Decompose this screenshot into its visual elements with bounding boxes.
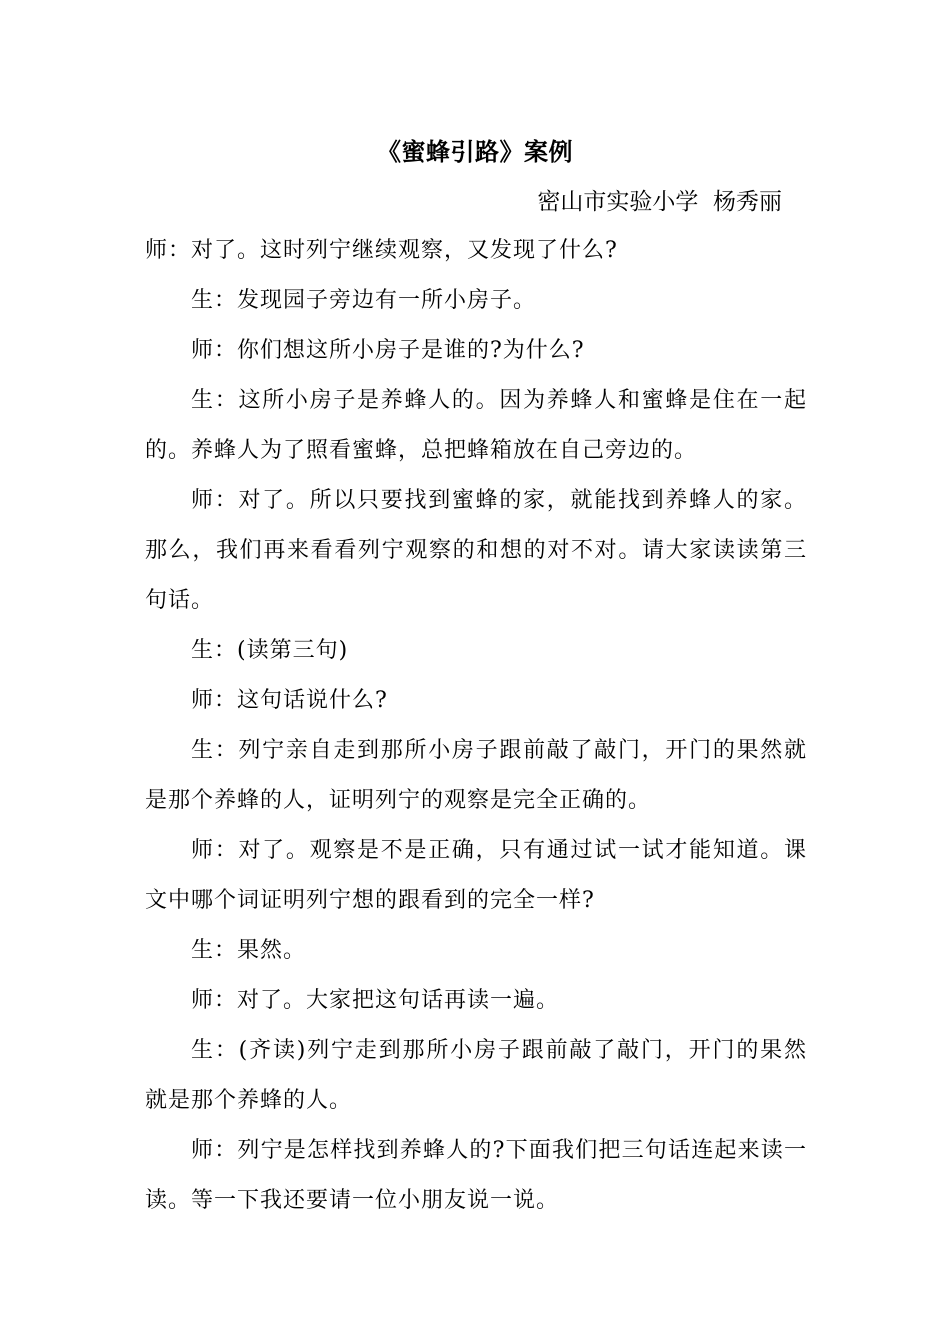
- paragraph: 生：发现园子旁边有一所小房子。: [191, 288, 537, 313]
- paragraph: 生：果然。: [191, 938, 307, 963]
- paragraph: 生：列宁亲自走到那所小房子跟前敲了敲门，开门的果然就是那个养蜂的人，证明列宁的观察是完全正确的。: [145, 738, 807, 813]
- document-author: 密山市实验小学 杨秀丽: [537, 189, 782, 215]
- paragraph: 师：对了。大家把这句话再读一遍。: [191, 988, 560, 1013]
- paragraph: 生：这所小房子是养蜂人的。因为养蜂人和蜜蜂是住在一起的。养蜂人为了照看蜜蜂，总把蜂箱放在自己旁边的。: [145, 388, 807, 463]
- paragraph: 师：对了。所以只要找到蜜蜂的家，就能找到养蜂人的家。那么，我们再来看看列宁观察的和想的对不对。请大家读读第三句话。: [145, 488, 807, 613]
- paragraph: 师：这句话说什么?: [191, 688, 388, 713]
- document-body: [145, 226, 807, 1226]
- paragraph: 师：对了。这时列宁继续观察，又发现了什么?: [145, 238, 618, 263]
- paragraph: 生：(读第三句): [191, 638, 349, 663]
- paragraph: 生：(齐读)列宁走到那所小房子跟前敲了敲门，开门的果然就是那个养蜂的人。: [145, 1038, 807, 1113]
- paragraph: 师：对了。观察是不是正确，只有通过试一试才能知道。课文中哪个词证明列宁想的跟看到的完全一样?: [145, 838, 807, 913]
- document-title: 《蜜蜂引路》案例: [377, 138, 573, 166]
- paragraph: 师：列宁是怎样找到养蜂人的?下面我们把三句话连起来读一读。等一下我还要请一位小朋友说一说。: [145, 1138, 807, 1213]
- paragraph: 师：你们想这所小房子是谁的?为什么?: [191, 338, 585, 363]
